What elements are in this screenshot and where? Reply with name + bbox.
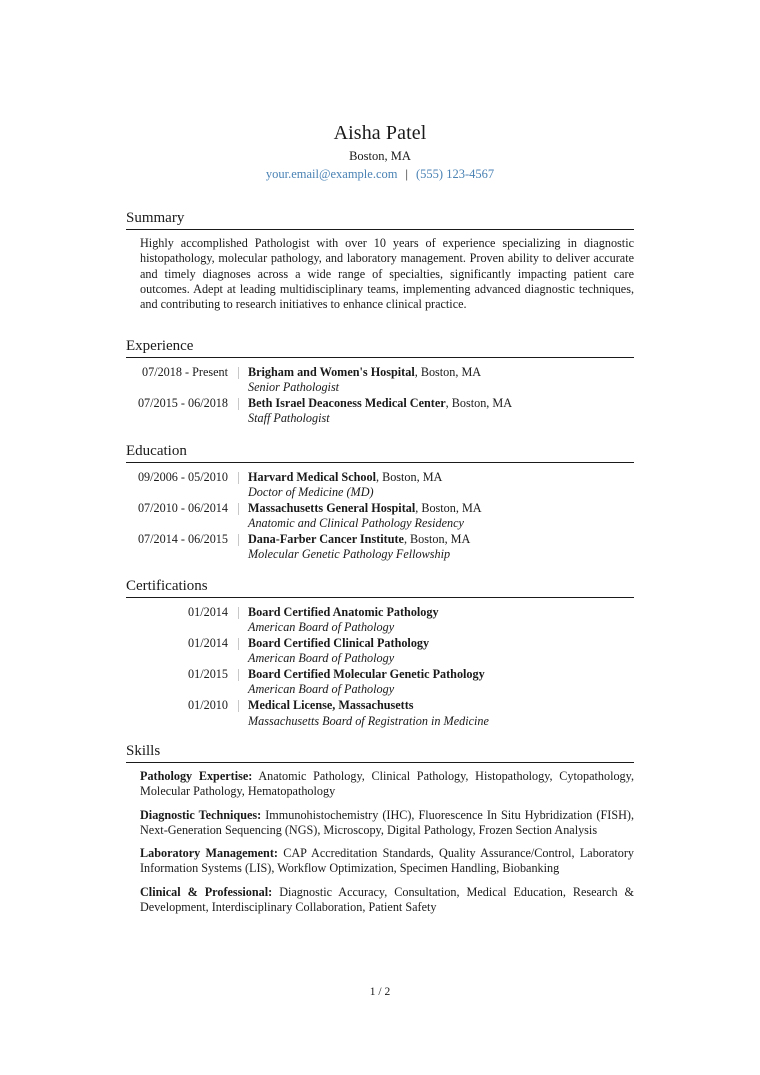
section-title: Skills [126, 742, 634, 763]
skill-text: Immunohistochemistry (IHC), Fluorescence In Situ Hybridization (FISH), Next-Generation Sequencing (NGS), Microscopy, Digital Pathology, Frozen Section Analysis [140, 807, 634, 837]
entry-date: 07/2010 - 06/2014 [137, 501, 228, 516]
certification-entry [126, 636, 634, 667]
resume-header [0, 121, 760, 182]
entry-role: American Board of Pathology [248, 620, 395, 635]
skill-text: Anatomic Pathology, Clinical Pathology, Histopathology, Cytopathology, Molecular Pathology, Hematopathology [140, 769, 634, 799]
entry-role: Staff Pathologist [248, 411, 330, 426]
contact-line [0, 166, 760, 182]
entry-date: 01/2014 [188, 605, 228, 619]
certification-entry [126, 698, 634, 729]
candidate-name: Aisha Patel [333, 122, 427, 144]
entry-organization: Harvard Medical School [248, 470, 376, 484]
entry-date: 09/2006 - 05/2010 [137, 470, 228, 484]
entry-location: , Boston, MA [445, 396, 513, 411]
skill-label: Pathology Expertise: [140, 769, 253, 783]
skill-text: Diagnostic Accuracy, Consultation, Medical Education, Research & Development, Interdisciplinary Collaboration, Patient Safety [140, 884, 634, 915]
experience-entry [126, 365, 634, 396]
skill-label: Clinical & Professional: [140, 884, 273, 899]
entry-organization: Dana-Farber Cancer Institute [248, 532, 404, 547]
skill-label: Laboratory Management: [140, 846, 278, 861]
entry-organization: Board Certified Clinical Pathology [248, 636, 430, 651]
entry-organization: Brigham and Women's Hospital [248, 365, 415, 379]
skill-text: CAP Accreditation Standards, Quality Assurance/Control, Laboratory Information Systems (LIS), Workflow Optimization, Specimen Handling, Biobanking [140, 846, 634, 876]
entry-role: American Board of Pathology [248, 682, 395, 697]
entry-organization: Board Certified Anatomic Pathology [248, 605, 439, 619]
entry-role: American Board of Pathology [248, 651, 395, 666]
entry-divider [238, 638, 239, 650]
entry-date: 07/2018 - Present [142, 365, 228, 379]
entry-location: , Boston, MA [375, 470, 443, 484]
experience-entry [126, 396, 634, 427]
entry-divider [238, 367, 239, 379]
skill-group [140, 846, 634, 877]
entry-location: , Boston, MA [415, 501, 482, 516]
entry-location: , Boston, MA [403, 532, 471, 547]
entry-organization: Board Certified Molecular Genetic Pathology [248, 667, 485, 682]
entry-date: 07/2014 - 06/2015 [137, 532, 228, 547]
entry-divider [238, 700, 239, 712]
entry-organization: Massachusetts General Hospital [248, 501, 416, 516]
entry-role: Doctor of Medicine (MD) [248, 485, 374, 500]
skills-section [126, 742, 634, 923]
candidate-location: Boston, MA [349, 149, 411, 163]
page-number: 1 / 2 [369, 986, 391, 998]
entry-date: 01/2010 [188, 698, 228, 713]
entry-organization: Beth Israel Deaconess Medical Center [248, 396, 446, 411]
skill-group [140, 769, 634, 800]
entry-role: Massachusetts Board of Registration in Medicine [248, 713, 489, 728]
section-title: Education [126, 442, 634, 463]
entry-divider [238, 607, 239, 619]
certifications-section [126, 577, 634, 729]
entry-divider [238, 669, 239, 681]
entry-divider [238, 398, 239, 410]
entry-divider [238, 534, 239, 546]
education-entry [126, 532, 634, 563]
entry-organization: Medical License, Massachusetts [248, 698, 414, 713]
section-title: Experience [126, 337, 634, 358]
education-entry [126, 470, 634, 501]
summary-section [126, 209, 634, 312]
skill-label: Diagnostic Techniques: [140, 807, 262, 822]
certification-entry [126, 605, 634, 636]
entry-date: 01/2015 [188, 667, 228, 682]
entry-location: , Boston, MA [414, 365, 482, 379]
education-section [126, 442, 634, 563]
entry-divider [238, 503, 239, 515]
education-entry [126, 501, 634, 532]
skill-group [140, 808, 634, 839]
summary-text: Highly accomplished Pathologist with over 10 years of experience specializing in diagnostic histopathology, molecular pathology, and laboratory management. Proven ability to deliver accurate and timely diagnoses across a wide range of specialties, significantly impacting patient care outcomes. Adept at leading multidisciplinary teams, implementing advanced diagnostic techniques, and contributing to research initiatives to enhance clinical practice. [140, 236, 634, 312]
phone-link[interactable]: (555) 123-4567 [416, 167, 495, 181]
skill-group [140, 885, 634, 916]
section-title: Summary [126, 209, 634, 230]
experience-section [126, 337, 634, 427]
entry-role: Anatomic and Clinical Pathology Residency [248, 516, 464, 531]
entry-divider [238, 472, 239, 484]
entry-role: Senior Pathologist [248, 380, 340, 395]
entry-date: 01/2014 [188, 636, 228, 651]
contact-separator: | [405, 167, 408, 181]
email-link[interactable]: your.email@example.com [265, 167, 398, 181]
entry-role: Molecular Genetic Pathology Fellowship [248, 547, 451, 562]
entry-date: 07/2015 - 06/2018 [137, 396, 228, 411]
certification-entry [126, 667, 634, 698]
section-title: Certifications [126, 577, 634, 598]
